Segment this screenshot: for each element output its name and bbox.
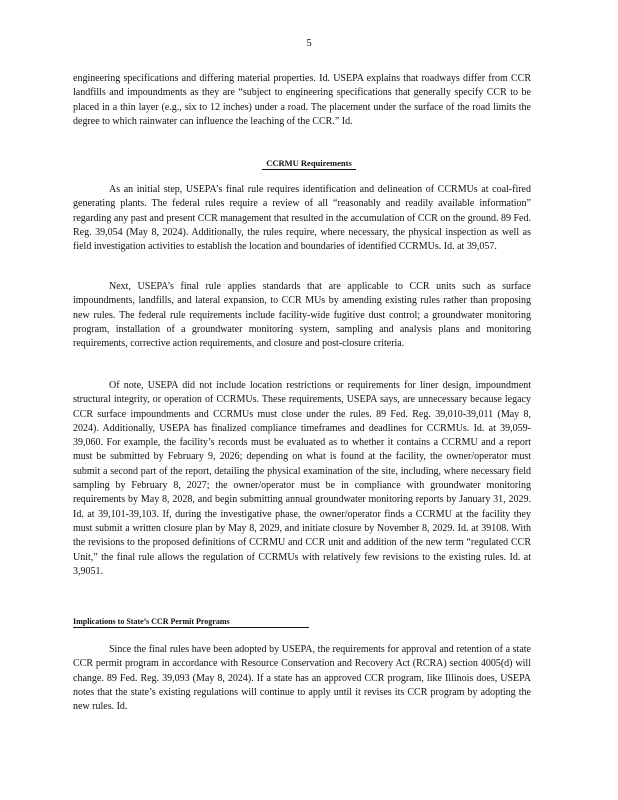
paragraph-next: Next, USEPA’s final rule applies standards that are applicable to CCR units such as surface impoundments, landfills, and lateral expansion, to CCR MUs by amending existing rules rather than proposing new rules. The federal rule requirements include facility-wide fugitive dust control; a groundwater monitoring program, installation of a groundwater monitoring system, sampling and analysis plans and monitoring requirements, corrective action requirements, and closure and post-closure criteria. <box>73 281 531 350</box>
paragraph-since: Since the final rules have been adopted by USEPA, the requirements for approval and retention of a state CCR permit program in accordance with Resource Conservation and Recovery Act (RCRA) section 4005(d) will change. 89 Fed. Reg. 39,093 (May 8, 2024). If a state has an approved CCR program, like Illinois does, USEPA notes that the state’s existing regulations will continue to apply until it revises its CCR program by adopting the new rules. Id. <box>73 644 531 713</box>
paragraph-initial-step: As an initial step, USEPA’s final rule requires identification and delineation of CCRMUs at coal-fired generating plants. The federal rules require a review of all “reasonably and readily available information” regarding any past and present CCR management that resulted in the accumulation of CCR on the ground. 89 Fed. Reg. 39,054 (May 8, 2024). Additionally, the rules require, where necessary, the physical inspection as well as field investigation activities to establish the location and boundaries of identified CCRMUs. Id. at 39,057. <box>73 184 531 253</box>
paragraph-since-block <box>73 643 531 714</box>
paragraph-of-note: Of note, USEPA did not include location restrictions or requirements for liner design, impoundment structural integrity, or operation of CCRMUs. These requirements, USEPA says, are unnecessary because legacy CCR surface impoundments and CCRMUs must close under the rules. 89 Fed. Reg. 39,010-39,011 (May 8, 2024). Additionally, USEPA has finalized compliance timeframes and deadlines for CCRMUs. Id. at 39,059-39,060. For example, the facility’s records must be evaluated as to whether it contains a CCRMU and a report must be submitted by February 9, 2026; depending on what is found at the facility, the owner/operator must submit a second part of the report, detailing the physical examination of the site, including, where necessary field sampling by February 8, 2027; the owner/operator must be in compliance with groundwater monitoring requirements by May 8, 2028, and begin submitting annual groundwater monitoring reports by January 31, 2029. Id. at 39,101-39,103. If, during the investigative phase, the owner/operator finds a CCRMU at the facility they must submit a written closure plan by May 8, 2029, and initiate closure by November 8, 2029. Id. at 39108. With the revisions to the proposed definitions of CCRMU and CCR unit and addition of the new term “regulated CCR Unit,” the final rule allows the regulation of CCRMUs with relatively few revisions to the existing rules. Id. at 3,9051. <box>73 380 531 577</box>
paragraph-next-block <box>73 280 531 351</box>
intro-paragraph-block <box>73 72 531 129</box>
intro-paragraph: engineering specifications and differing material properties. Id. USEPA explains that roadways differ from CCR landfills and impoundments as they are “subject to engineering specifications that generally specify CCR to be placed in a thin layer (e.g., six to 12 inches) under a road. The placement under the surface of the road limits the degree to which rainwater can influence the leaching of the CCR.” Id. <box>73 73 531 127</box>
paragraph-initial-step-block <box>73 183 531 254</box>
heading-implications: Implications to State’s CCR Permit Programs <box>73 617 309 628</box>
heading-ccrmu-requirements <box>0 158 618 170</box>
paragraph-of-note-block <box>73 379 531 579</box>
heading-ccrmu-text: CCRMU Requirements <box>262 158 356 170</box>
page-number: 5 <box>306 37 312 49</box>
